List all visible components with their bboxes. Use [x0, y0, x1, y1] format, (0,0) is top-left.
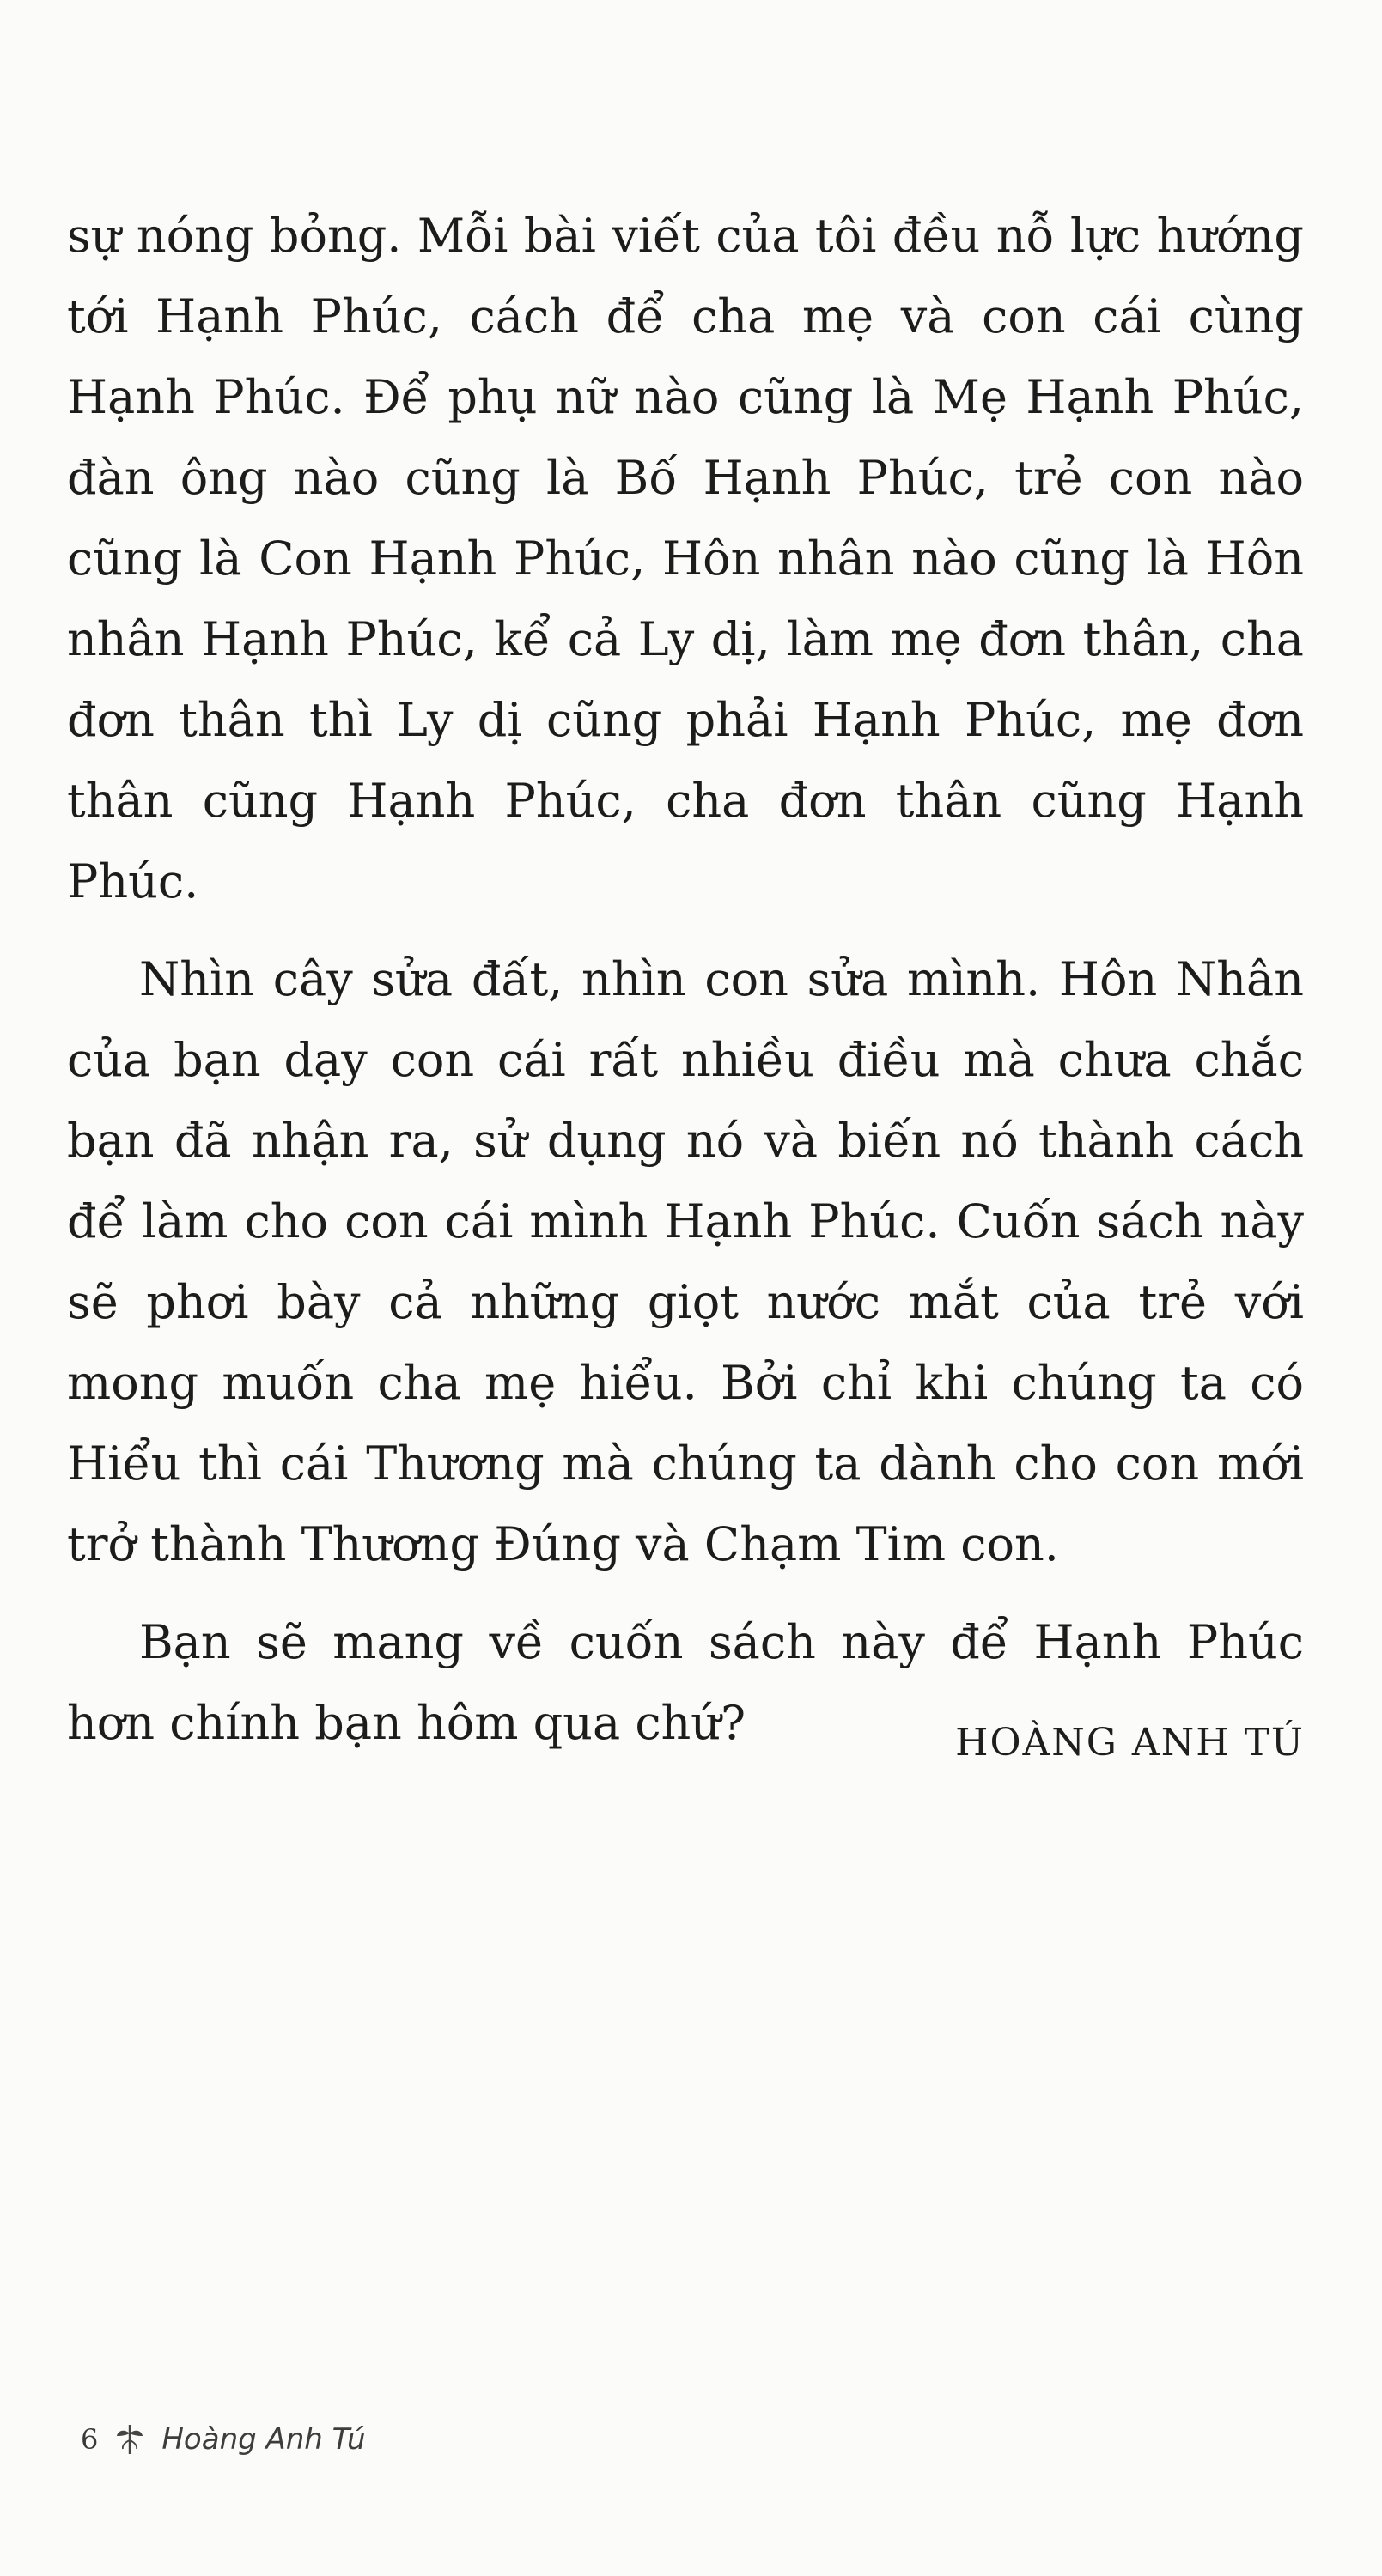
flourish-icon — [113, 2421, 146, 2458]
paragraph-2: Nhìn cây sửa đất, nhìn con sửa mình. Hôn Nhân của bạn dạy con cái rất nhiều điều mà chưa chắc bạn đã nhận ra, sử dụng nó và biến nó thành cách để làm cho con cái mình Hạnh Phúc. Cuốn sách này sẽ phơi bày cả những giọt nước mắt của trẻ với mong muốn cha mẹ hiểu. Bởi chỉ khi chúng ta có Hiểu thì cái Thương mà chúng ta dành cho con mới trở thành Thương Đúng và Chạm Tim con. — [67, 952, 1304, 1571]
author-signature: HOÀNG ANH TÚ — [955, 1721, 1305, 1765]
body-text — [67, 196, 1304, 1764]
paragraph-3: Bạn sẽ mang về cuốn sách này để Hạnh Phúc hơn chính bạn hôm qua chứ? — [67, 1615, 1304, 1750]
page-number: 6 — [81, 2423, 99, 2456]
paragraph-1: sự nóng bỏng. Mỗi bài viết của tôi đều nỗ lực hướng tới Hạnh Phúc, cách để cha mẹ và con cái cùng Hạnh Phúc. Để phụ nữ nào cũng là Mẹ Hạnh Phúc, đàn ông nào cũng là Bố Hạnh Phúc, trẻ con nào cũng là Con Hạnh Phúc, Hôn nhân nào cũng là Hôn nhân Hạnh Phúc, kể cả Ly dị, làm mẹ đơn thân, cha đơn thân thì Ly dị cũng phải Hạnh Phúc, mẹ đơn thân cũng Hạnh Phúc, cha đơn thân cũng Hạnh Phúc. — [67, 209, 1304, 908]
page-footer — [81, 2421, 366, 2458]
running-author: Hoàng Anh Tú — [161, 2422, 366, 2457]
